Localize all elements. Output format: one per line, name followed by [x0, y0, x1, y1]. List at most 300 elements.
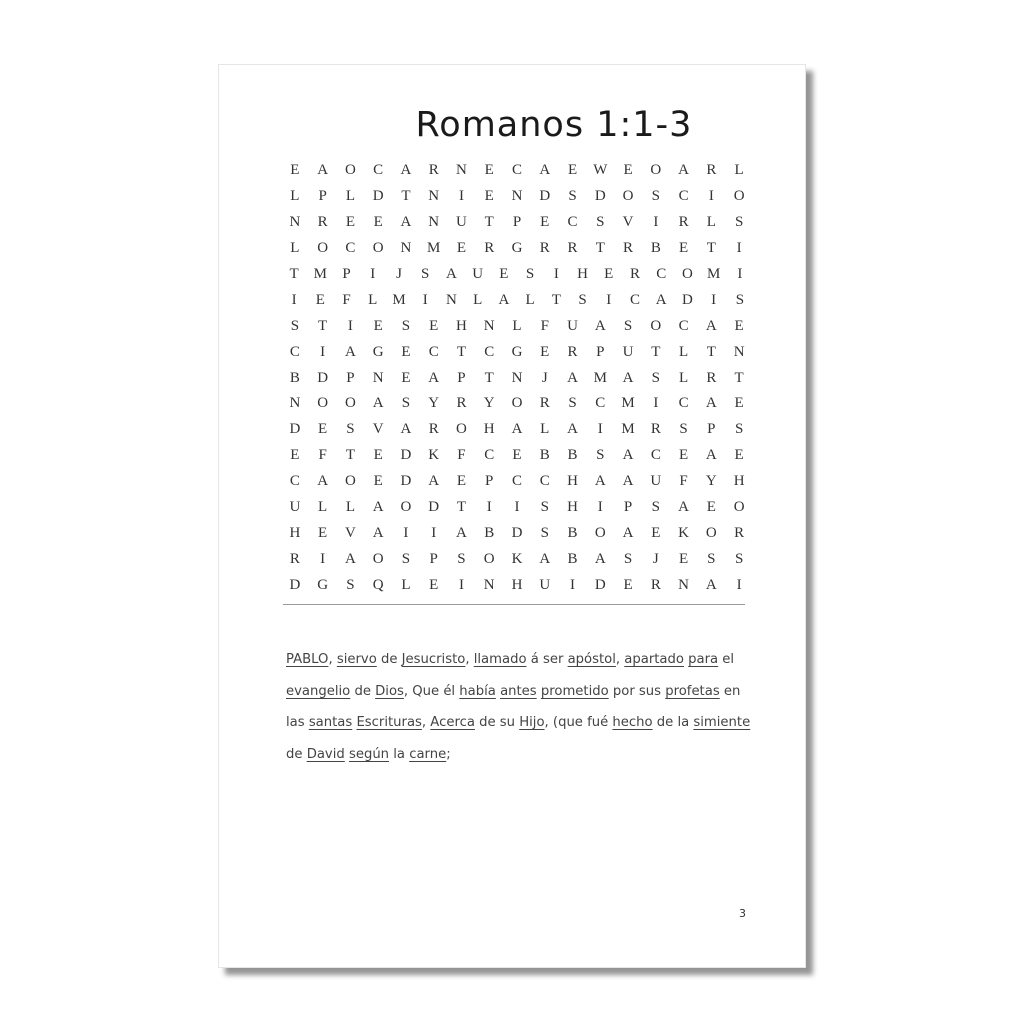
grid-letter: E	[290, 162, 300, 179]
grid-letter: R	[629, 266, 640, 282]
grid-letter: D	[372, 188, 384, 205]
grid-letter: E	[540, 343, 550, 360]
grid-letter: P	[318, 188, 327, 205]
grid-letter: E	[456, 240, 467, 257]
grid-letter: D	[428, 499, 440, 516]
grid-letter: F	[679, 473, 688, 490]
grid-letter: E	[499, 266, 509, 282]
grid-letter: G	[511, 240, 523, 257]
grid-letter: T	[484, 214, 494, 231]
divider	[283, 604, 745, 605]
grid-letter: U	[456, 214, 467, 231]
grid-letter: C	[629, 291, 640, 308]
grid-letter: C	[678, 395, 689, 412]
grid-letter: H	[289, 524, 301, 541]
grid-letter: E	[318, 421, 328, 438]
underlined-word: Hijo	[519, 715, 545, 730]
grid-letter: R	[678, 214, 689, 231]
grid-letter: H	[567, 499, 578, 516]
grid-letter: A	[372, 499, 384, 516]
grid-letter: L	[512, 317, 522, 334]
grid-letter: C	[428, 343, 439, 360]
grid-letter: I	[403, 524, 409, 541]
grid-letter: I	[597, 499, 603, 516]
underlined-word: simiente	[693, 715, 751, 730]
grid-letter: I	[736, 576, 742, 593]
grid-letter: A	[539, 550, 551, 567]
verse-segment: el	[718, 652, 735, 667]
grid-letter: L	[525, 291, 535, 308]
grid-letter: L	[368, 291, 378, 308]
grid-letter: D	[682, 291, 693, 308]
grid-letter: T	[289, 266, 299, 282]
grid-letter: S	[401, 550, 411, 567]
grid-letter: S	[540, 524, 549, 541]
grid-letter: V	[372, 421, 384, 438]
grid-letter: N	[289, 214, 301, 231]
page-number: 3	[739, 907, 746, 920]
underlined-word: prometido	[540, 683, 609, 699]
grid-letter: A	[705, 395, 717, 412]
underlined-word: carne	[409, 746, 447, 762]
grid-letter: R	[289, 550, 300, 567]
grid-letter: L	[290, 240, 300, 257]
grid-letter: S	[623, 550, 633, 567]
underlined-word: para	[688, 652, 719, 667]
grid-letter: Y	[483, 395, 495, 412]
grid-letter: O	[733, 499, 745, 516]
grid-letter: N	[483, 317, 495, 334]
grid-letter: R	[623, 240, 634, 257]
grid-letter: T	[706, 343, 716, 360]
grid-letter: T	[551, 291, 561, 308]
grid-letter: I	[653, 214, 659, 231]
grid-letter: E	[623, 162, 633, 179]
grid-letter: E	[540, 214, 550, 231]
grid-letter: D	[289, 421, 301, 438]
grid-letter: R	[428, 421, 439, 438]
grid-letter: H	[567, 473, 578, 490]
grid-letter: A	[456, 524, 467, 541]
grid-letter: O	[372, 550, 384, 567]
grid-letter: R	[484, 240, 495, 257]
grid-letter: A	[678, 499, 689, 516]
grid-letter: U	[289, 499, 301, 516]
grid-letter: I	[737, 266, 743, 282]
grid-letter: E	[679, 447, 689, 464]
grid-letter: D	[289, 576, 301, 593]
grid-row	[281, 210, 753, 236]
grid-letter: U	[539, 576, 551, 593]
grid-letter: A	[400, 421, 412, 438]
grid-letter: I	[486, 499, 492, 516]
grid-letter: E	[373, 317, 383, 334]
grid-letter: N	[511, 369, 523, 386]
underlined-word: siervo	[336, 652, 377, 667]
verse-segment: por sus	[608, 683, 666, 699]
grid-letter: C	[539, 473, 550, 490]
grid-letter: M	[593, 369, 607, 386]
grid-letter: N	[678, 576, 689, 593]
grid-letter: E	[429, 576, 439, 593]
grid-letter: A	[446, 266, 457, 282]
grid-letter: E	[373, 214, 383, 231]
underlined-word: apóstol	[567, 652, 616, 667]
grid-letter: I	[458, 188, 464, 205]
grid-letter: P	[342, 266, 351, 282]
grid-letter: C	[511, 473, 522, 490]
grid-letter: N	[456, 162, 467, 179]
grid-letter: L	[734, 162, 744, 179]
grid-letter: B	[484, 524, 495, 541]
grid-letter: O	[456, 421, 467, 438]
grid-letter: T	[318, 317, 328, 334]
grid-row	[281, 287, 753, 313]
grid-letter: C	[511, 162, 522, 179]
grid-row	[281, 417, 753, 443]
grid-letter: B	[567, 447, 578, 464]
grid-letter: I	[736, 240, 742, 257]
grid-letter: T	[734, 369, 744, 386]
grid-letter: I	[431, 524, 437, 541]
grid-letter: O	[344, 395, 356, 412]
grid-letter: M	[313, 266, 327, 282]
grid-letter: D	[511, 524, 523, 541]
grid-letter: A	[705, 576, 717, 593]
grid-letter: L	[318, 499, 328, 516]
grid-letter: S	[679, 421, 688, 438]
grid-letter: V	[344, 524, 356, 541]
verse-text	[286, 644, 756, 770]
grid-letter: A	[428, 473, 440, 490]
grid-letter: O	[650, 162, 662, 179]
grid-letter: I	[458, 576, 464, 593]
grid-letter: I	[570, 576, 576, 593]
verse-segment: la	[389, 746, 410, 762]
grid-letter: M	[621, 395, 635, 412]
grid-letter: S	[651, 499, 660, 516]
grid-letter: S	[734, 421, 744, 438]
grid-letter: I	[320, 343, 326, 360]
grid-letter: I	[597, 421, 603, 438]
verse-segment: á ser	[526, 652, 568, 667]
grid-letter: L	[473, 291, 483, 308]
grid-letter: K	[511, 550, 523, 567]
grid-letter: A	[539, 162, 551, 179]
grid-letter: U	[567, 317, 578, 334]
grid-row	[281, 365, 753, 391]
grid-letter: O	[344, 473, 356, 490]
grid-letter: N	[483, 576, 495, 593]
grid-letter: D	[539, 188, 551, 205]
grid-letter: J	[652, 550, 659, 567]
grid-letter: C	[595, 395, 606, 412]
grid-letter: C	[678, 188, 689, 205]
grid-letter: I	[711, 291, 717, 308]
grid-row	[281, 495, 753, 521]
grid-letter: T	[345, 447, 355, 464]
grid-letter: A	[317, 162, 329, 179]
grid-row	[281, 184, 753, 210]
grid-letter: P	[623, 499, 633, 516]
underlined-word: profetas	[665, 683, 720, 699]
grid-letter: I	[708, 188, 714, 205]
grid-letter: E	[345, 214, 355, 231]
verse-segment: , (que fué	[544, 715, 613, 730]
grid-letter: S	[346, 421, 355, 438]
grid-letter: K	[678, 524, 689, 541]
grid-letter: N	[446, 291, 457, 308]
grid-letter: O	[594, 524, 606, 541]
grid-letter: I	[422, 291, 428, 308]
grid-letter: S	[596, 214, 605, 231]
grid-letter: P	[346, 369, 355, 386]
grid-letter: H	[511, 576, 523, 593]
grid-letter: C	[656, 266, 667, 282]
verse-segment: de la	[652, 715, 694, 730]
grid-letter: A	[678, 162, 689, 179]
grid-letter: D	[400, 473, 412, 490]
grid-letter: P	[707, 421, 716, 438]
grid-letter: C	[373, 162, 384, 179]
grid-letter: S	[651, 188, 660, 205]
grid-letter: D	[594, 188, 606, 205]
grid-letter: E	[706, 499, 716, 516]
grid-letter: S	[525, 266, 535, 282]
grid-letter: O	[511, 395, 523, 412]
word-search-grid	[281, 158, 753, 598]
underlined-word: antes	[500, 683, 537, 699]
grid-letter: E	[318, 524, 328, 541]
grid-letter: O	[650, 317, 662, 334]
grid-letter: S	[707, 550, 716, 567]
grid-letter: N	[511, 188, 523, 205]
grid-letter: E	[429, 317, 439, 334]
grid-letter: E	[512, 447, 522, 464]
grid-letter: P	[457, 369, 466, 386]
grid-letter: N	[428, 188, 440, 205]
grid-letter: C	[289, 343, 300, 360]
grid-letter: A	[594, 550, 606, 567]
grid-letter: T	[706, 240, 716, 257]
grid-letter: G	[511, 343, 523, 360]
grid-letter: E	[373, 447, 383, 464]
grid-letter: Y	[428, 395, 440, 412]
grid-letter: I	[320, 550, 326, 567]
grid-letter: D	[594, 576, 606, 593]
grid-letter: E	[623, 576, 633, 593]
grid-letter: R	[567, 240, 578, 257]
grid-letter: E	[456, 473, 467, 490]
grid-letter: S	[290, 317, 300, 334]
underlined-word: apartado	[624, 652, 684, 667]
underlined-word: santas	[308, 715, 353, 730]
grid-letter: O	[705, 524, 717, 541]
grid-letter: H	[577, 266, 588, 282]
grid-row	[281, 443, 753, 469]
grid-letter: L	[540, 421, 550, 438]
grid-letter: F	[318, 447, 327, 464]
grid-letter: B	[289, 369, 300, 386]
grid-letter: L	[345, 499, 355, 516]
grid-letter: E	[734, 447, 744, 464]
grid-letter: A	[594, 473, 606, 490]
grid-letter: E	[315, 291, 325, 308]
grid-letter: E	[484, 188, 494, 205]
grid-letter: E	[734, 317, 744, 334]
grid-letter: E	[484, 162, 494, 179]
grid-letter: I	[606, 291, 612, 308]
verse-segment: de su	[474, 715, 520, 730]
grid-letter: A	[655, 291, 667, 308]
grid-letter: M	[621, 421, 635, 438]
page-title: Romanos 1:1-3	[415, 105, 693, 145]
grid-letter: I	[291, 291, 297, 308]
grid-letter: G	[317, 576, 329, 593]
book-page	[218, 64, 806, 968]
grid-letter: T	[595, 240, 605, 257]
grid-letter: S	[578, 291, 587, 308]
grid-letter: T	[484, 369, 494, 386]
grid-letter: I	[653, 395, 659, 412]
grid-letter: A	[317, 473, 329, 490]
grid-letter: C	[567, 214, 578, 231]
grid-letter: S	[734, 550, 744, 567]
verse-segment: ,	[421, 715, 431, 730]
grid-letter: R	[317, 214, 328, 231]
grid-letter: R	[706, 162, 717, 179]
verse-segment: de	[376, 652, 402, 667]
underlined-word: evangelio	[286, 683, 351, 699]
grid-letter: L	[706, 214, 716, 231]
grid-letter: M	[427, 240, 441, 257]
grid-letter: L	[679, 369, 689, 386]
underlined-word: había	[459, 683, 496, 699]
grid-letter: L	[345, 188, 355, 205]
grid-letter: H	[733, 473, 745, 490]
grid-letter: Q	[372, 576, 384, 593]
underlined-word: Acerca	[430, 715, 475, 730]
grid-letter: S	[568, 188, 577, 205]
grid-row	[281, 262, 753, 288]
grid-letter: A	[567, 369, 578, 386]
grid-letter: U	[622, 343, 634, 360]
grid-letter: O	[317, 395, 329, 412]
grid-letter: I	[370, 266, 376, 282]
grid-letter: H	[456, 317, 467, 334]
grid-letter: T	[401, 188, 411, 205]
grid-letter: K	[428, 447, 440, 464]
grid-letter: O	[483, 550, 495, 567]
grid-row	[281, 520, 753, 546]
grid-letter: A	[622, 524, 634, 541]
grid-letter: S	[346, 576, 355, 593]
grid-letter: L	[401, 576, 411, 593]
grid-letter: S	[596, 447, 605, 464]
underlined-word: Jesucristo	[401, 652, 466, 667]
grid-letter: C	[484, 447, 495, 464]
grid-letter: E	[401, 369, 411, 386]
grid-letter: P	[485, 473, 494, 490]
grid-letter: R	[539, 240, 550, 257]
grid-letter: P	[596, 343, 605, 360]
grid-letter: A	[622, 447, 634, 464]
grid-letter: U	[650, 473, 662, 490]
grid-letter: O	[372, 240, 384, 257]
grid-letter: A	[372, 395, 384, 412]
verse-segment: ,	[615, 652, 625, 667]
grid-letter: E	[679, 550, 689, 567]
grid-letter: E	[734, 395, 744, 412]
grid-letter: B	[650, 240, 661, 257]
grid-letter: R	[539, 395, 550, 412]
grid-letter: J	[396, 266, 402, 282]
grid-letter: S	[734, 214, 744, 231]
grid-letter: S	[735, 291, 745, 308]
grid-letter: A	[344, 343, 356, 360]
grid-letter: S	[568, 395, 577, 412]
verse-segment: ,	[465, 652, 474, 667]
grid-letter: A	[705, 317, 717, 334]
grid-letter: N	[733, 343, 745, 360]
grid-letter: C	[650, 447, 661, 464]
verse-segment: , Que él	[403, 683, 460, 699]
grid-row	[281, 236, 753, 262]
grid-letter: O	[733, 188, 745, 205]
grid-row	[281, 469, 753, 495]
grid-letter: P	[429, 550, 438, 567]
grid-letter: M	[706, 266, 721, 282]
grid-letter: L	[290, 188, 300, 205]
grid-letter: S	[651, 369, 660, 386]
grid-letter: T	[651, 343, 661, 360]
verse-segment: de	[286, 746, 307, 762]
grid-letter: O	[317, 240, 329, 257]
grid-letter: F	[342, 291, 351, 308]
grid-letter: S	[540, 499, 549, 516]
grid-letter: A	[400, 162, 412, 179]
grid-letter: O	[344, 162, 356, 179]
grid-letter: A	[594, 317, 606, 334]
grid-letter: B	[539, 447, 550, 464]
grid-letter: E	[401, 343, 411, 360]
grid-letter: U	[472, 266, 484, 282]
grid-letter: I	[553, 266, 559, 282]
underlined-word: hecho	[612, 715, 653, 730]
underlined-word: PABLO	[286, 652, 329, 667]
grid-letter: E	[651, 524, 661, 541]
grid-letter: A	[705, 447, 717, 464]
grid-letter: O	[682, 266, 693, 282]
grid-letter: N	[372, 369, 384, 386]
grid-letter: S	[401, 395, 411, 412]
grid-letter: E	[290, 447, 300, 464]
grid-letter: R	[650, 421, 661, 438]
grid-letter: J	[541, 369, 548, 386]
verse-segment: ,	[328, 652, 337, 667]
grid-letter: C	[289, 473, 300, 490]
grid-letter: S	[457, 550, 466, 567]
grid-letter: R	[734, 524, 745, 541]
grid-letter: S	[623, 317, 633, 334]
grid-row	[281, 339, 753, 365]
grid-letter: E	[679, 240, 689, 257]
grid-letter: E	[567, 162, 578, 179]
grid-letter: R	[567, 343, 578, 360]
underlined-word: Dios	[375, 683, 404, 699]
grid-letter: R	[456, 395, 467, 412]
grid-letter: N	[289, 395, 301, 412]
